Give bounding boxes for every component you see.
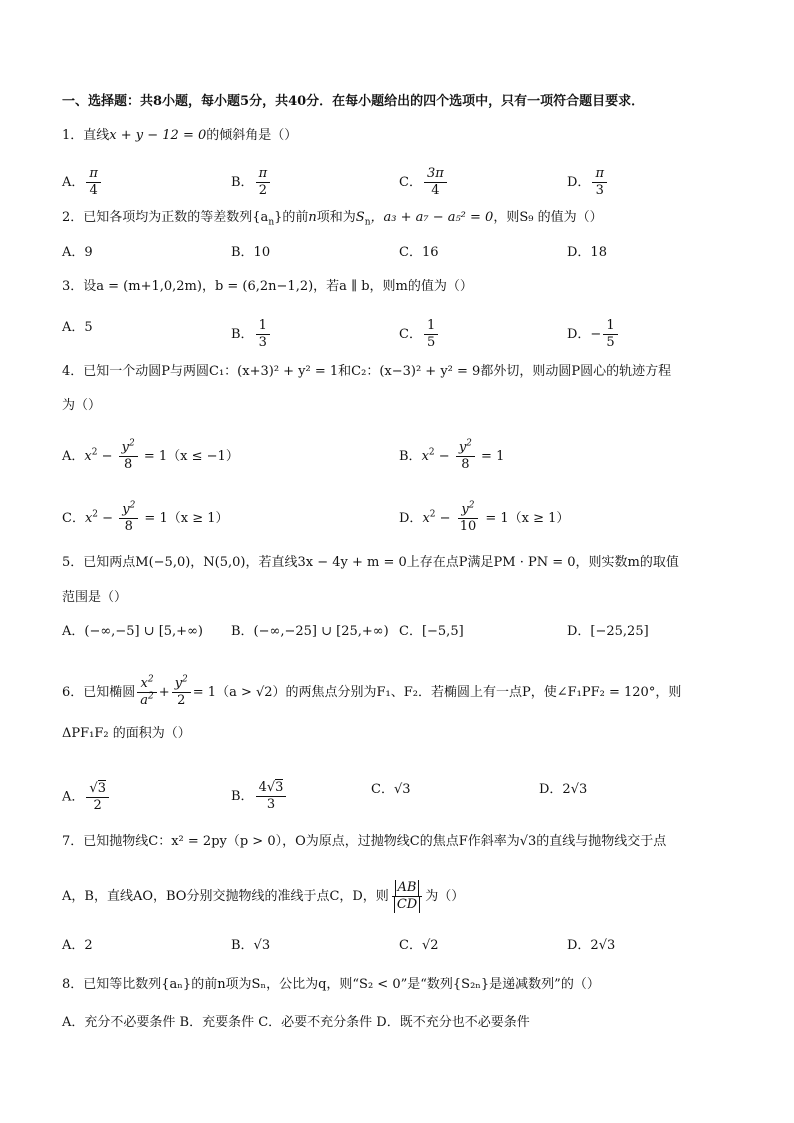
q1-option-a[interactable]: A． $\frac{\pi}{4}$ [62,166,103,199]
q5-option-b[interactable]: B．(−∞,−25] ∪ [25,+∞) [231,624,389,639]
q3-option-d[interactable]: D．− $\frac{1}{5}$ [567,318,620,351]
q5-option-c[interactable]: C．[−5,5] [399,624,464,639]
q5-option-a[interactable]: A．(−∞,−5] ∪ [5,+∞) [62,624,203,639]
q8-options[interactable]: A．充分不必要条件 B．充要条件 C．必要不充分条件 D．既不充分也不必要条件 [62,1015,530,1030]
q4-option-b[interactable]: B．$x^2$ − $\frac{y^2}{8}$ = 1 [399,438,505,472]
question-4-line-1: 4．已知一个动圆P与两圆C₁：(x+3)² + y² = 1和C₂：(x−3)² + y² = 9都外切，则动圆P圆心的轨迹方程 [62,364,672,379]
q6-option-d[interactable]: D．2√3 [539,782,588,797]
question-5-line-2: 范围是（） [62,590,128,605]
q6-option-a[interactable]: A． $\frac{√3}{2}$ [62,780,111,814]
q2-option-d[interactable]: D．18 [567,245,607,260]
section-header: 一、选择题：共8小题，每小题5分，共40分．在每小题给出的四个选项中，只有一项符合题目要求． [62,94,645,109]
q5-option-d[interactable]: D．[−25,25] [567,624,649,639]
question-4-line-2: 为（） [62,398,102,413]
q7-option-a[interactable]: A．2 [62,938,93,953]
question-5-line-1: 5．已知两点M(−5,0)，N(5,0)，若直线3x − 4y + m = 0上存在点P满足PM · PN = 0，则实数m的取值 [62,555,679,570]
question-2: 2．已知各项均为正数的等差数列$\{a_n\}$的前n项和为$S_n$，a₃ + a₇ − a₅² = 0，则S₉ 的值为（） [62,210,603,228]
question-3: 3．设a = (m+1,0,2m)，b = (6,2n−1,2)，若a ∥ b，则m的值为（） [62,279,473,294]
q4-option-d[interactable]: D．$x^2$ − $\frac{y^2}{10}$ = 1（x ≥ 1） [399,500,570,534]
q6-option-b[interactable]: B． $\frac{4√3}{3}$ [231,780,288,813]
q2-option-b[interactable]: B．10 [231,245,271,260]
q3-option-b[interactable]: B． $\frac{1}{3}$ [231,318,272,351]
q2-option-a[interactable]: A．9 [62,245,93,260]
question-7-line-2: A，B，直线AO，BO分别交抛物线的准线于点C，D，则 $\frac{AB}{CD}$ 为（） [62,880,465,912]
q1-option-d[interactable]: D． $\frac{\pi}{3}$ [567,166,609,199]
q3-option-c[interactable]: C． $\frac{1}{5}$ [399,318,440,351]
question-6-line-1: 6．已知椭圆 $\frac{x^2}{a^2}$ + $\frac{y^2}{2}$ = 1（a > √2）的两焦点分别为F₁、F₂．若椭圆上有一点P，使∠F₁PF₂ = 120°，则 [62,674,682,708]
q1-option-b[interactable]: B． $\frac{\pi}{2}$ [231,166,272,199]
q7-option-c[interactable]: C．√2 [399,938,439,953]
question-7-line-1: 7．已知抛物线C：x² = 2py（p > 0），O为原点，过抛物线C的焦点F作斜率为√3的直线与抛物线交于点 [62,834,667,849]
question-6-line-2: ΔPF₁F₂ 的面积为（） [62,726,191,741]
q4-option-c[interactable]: C．$x^2$ − $\frac{y^2}{8}$ = 1（x ≥ 1） [62,500,229,534]
q7-option-b[interactable]: B．√3 [231,938,271,953]
q6-option-c[interactable]: C．√3 [371,782,411,797]
q1-option-c[interactable]: C． $\frac{3\pi}{4}$ [399,166,449,199]
question-8: 8．已知等比数列{aₙ}的前n项为Sₙ，公比为q，则“S₂ < 0”是“数列{S₂ₙ}是递减数列”的（） [62,977,600,992]
q7-option-d[interactable]: D．2√3 [567,938,616,953]
question-1: 1．直线x + y − 12 = 0的倾斜角是（） [62,128,298,143]
q4-option-a[interactable]: A．$x^2$ − $\frac{y^2}{8}$ = 1（x ≤ −1） [62,438,239,472]
q2-option-c[interactable]: C．16 [399,245,439,260]
q3-option-a[interactable]: A．5 [62,320,93,335]
